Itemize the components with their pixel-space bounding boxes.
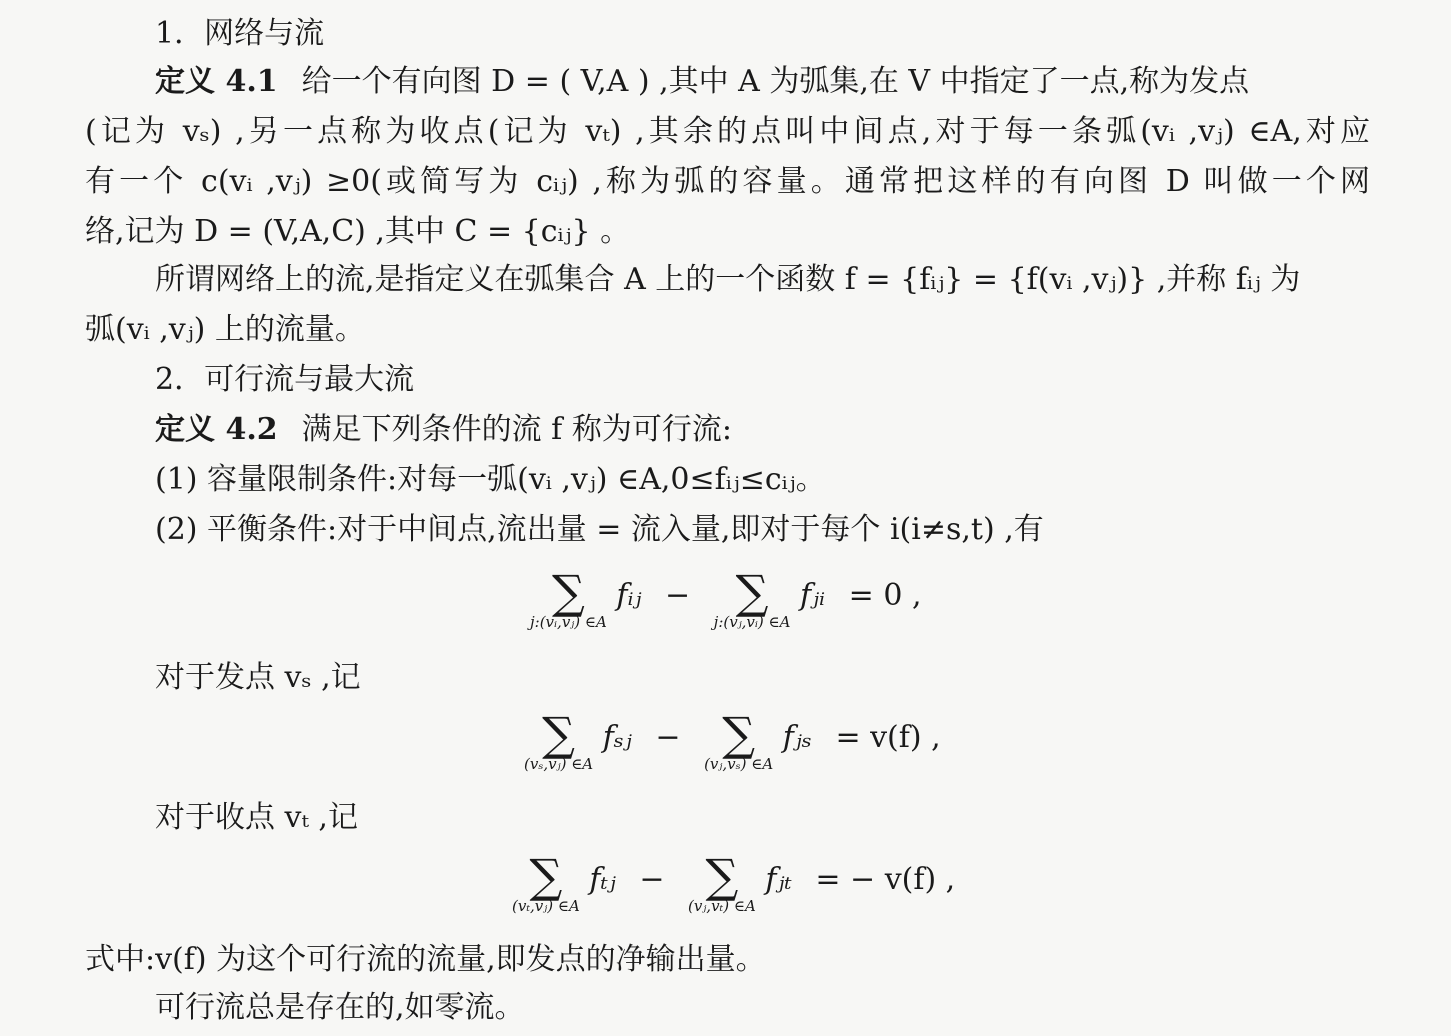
minus-sign: − xyxy=(655,720,681,755)
closing-sentence: 可行流总是存在的,如零流。 xyxy=(155,990,525,1025)
summation xyxy=(530,565,607,631)
flow-term: fⱼₜ xyxy=(765,862,792,897)
source-point-text: 对于发点 vₛ ,记 xyxy=(155,660,361,695)
sigma-symbol: ∑ xyxy=(722,707,756,761)
equation-rhs: = 0 , xyxy=(848,578,922,613)
equation-balance xyxy=(530,565,936,631)
sigma-symbol: ∑ xyxy=(529,849,563,903)
equation-sink xyxy=(512,849,969,915)
definition-text: 满足下列条件的流 f 称为可行流: xyxy=(301,412,732,447)
flow-term: fᵢⱼ xyxy=(616,578,642,613)
definition-4-1-line-3: 有一个 c(vᵢ ,vⱼ) ≥0(或简写为 cᵢⱼ) ,称为弧的容量。通常把这样的有向图 D 叫做一个网 xyxy=(85,164,1370,199)
flow-term: fⱼᵢ xyxy=(800,578,826,613)
equation-source xyxy=(524,707,955,773)
flow-term: fₛⱼ xyxy=(602,720,632,755)
summation-index: j:(vᵢ,vⱼ) ∈A xyxy=(530,613,607,631)
sigma-symbol: ∑ xyxy=(735,565,769,619)
definition-label: 定义 4.1 xyxy=(155,64,278,99)
section-heading-feasible-flow: 2．可行流与最大流 xyxy=(155,362,415,397)
summation-index: (vⱼ,vₜ) ∈A xyxy=(688,897,756,915)
definition-4-1-first-line xyxy=(155,60,1249,104)
summation xyxy=(713,565,791,631)
summation xyxy=(704,707,774,773)
definition-4-1-line-2: (记为 vₛ) ,另一点称为收点(记为 vₜ) ,其余的点叫中间点,对于每一条弧(vᵢ ,vⱼ) ∈A,对应 xyxy=(85,114,1370,149)
flow-paragraph-line-1: 所谓网络上的流,是指定义在弧集合 A 上的一个函数 f = {fᵢⱼ} = {f(vᵢ ,vⱼ)} ,并称 fᵢⱼ 为 xyxy=(155,262,1301,297)
summation xyxy=(524,707,594,773)
flow-term: fⱼₛ xyxy=(782,720,812,755)
condition-balance: (2) 平衡条件:对于中间点,流出量 = 流入量,即对于每个 i(i≠s,t) ,有 xyxy=(155,512,1044,547)
sigma-symbol: ∑ xyxy=(705,849,739,903)
sigma-symbol: ∑ xyxy=(551,565,585,619)
summation-index: j:(vⱼ,vᵢ) ∈A xyxy=(713,613,791,631)
flow-paragraph-line-2: 弧(vᵢ ,vⱼ) 上的流量。 xyxy=(85,312,365,347)
summation-index: (vₛ,vⱼ) ∈A xyxy=(524,755,594,773)
minus-sign: − xyxy=(639,862,665,897)
summation-index: (vⱼ,vₛ) ∈A xyxy=(704,755,774,773)
definition-4-2-line xyxy=(155,408,732,452)
where-explanation: 式中:v(f) 为这个可行流的流量,即发点的净输出量。 xyxy=(85,942,766,977)
equation-rhs: = v(f) , xyxy=(835,720,941,755)
minus-sign: − xyxy=(664,578,691,613)
summation xyxy=(512,849,580,915)
sink-point-text: 对于收点 vₜ ,记 xyxy=(155,800,358,835)
flow-term: fₜⱼ xyxy=(589,862,616,897)
summation-index: (vₜ,vⱼ) ∈A xyxy=(512,897,580,915)
condition-capacity: (1) 容量限制条件:对每一弧(vᵢ ,vⱼ) ∈A,0≤fᵢⱼ≤cᵢⱼ。 xyxy=(155,462,826,497)
sigma-symbol: ∑ xyxy=(542,707,575,761)
definition-4-1-line-4: 络,记为 D = (V,A,C) ,其中 C = {cᵢⱼ} 。 xyxy=(85,214,631,249)
section-heading-network-flow: 1．网络与流 xyxy=(155,16,325,51)
definition-text: 给一个有向图 D = ( V,A ) ,其中 A 为弧集,在 V 中指定了一点,称为发点 xyxy=(301,64,1250,99)
summation xyxy=(688,849,756,915)
definition-label: 定义 4.2 xyxy=(155,412,278,447)
equation-rhs: = − v(f) , xyxy=(815,862,956,897)
